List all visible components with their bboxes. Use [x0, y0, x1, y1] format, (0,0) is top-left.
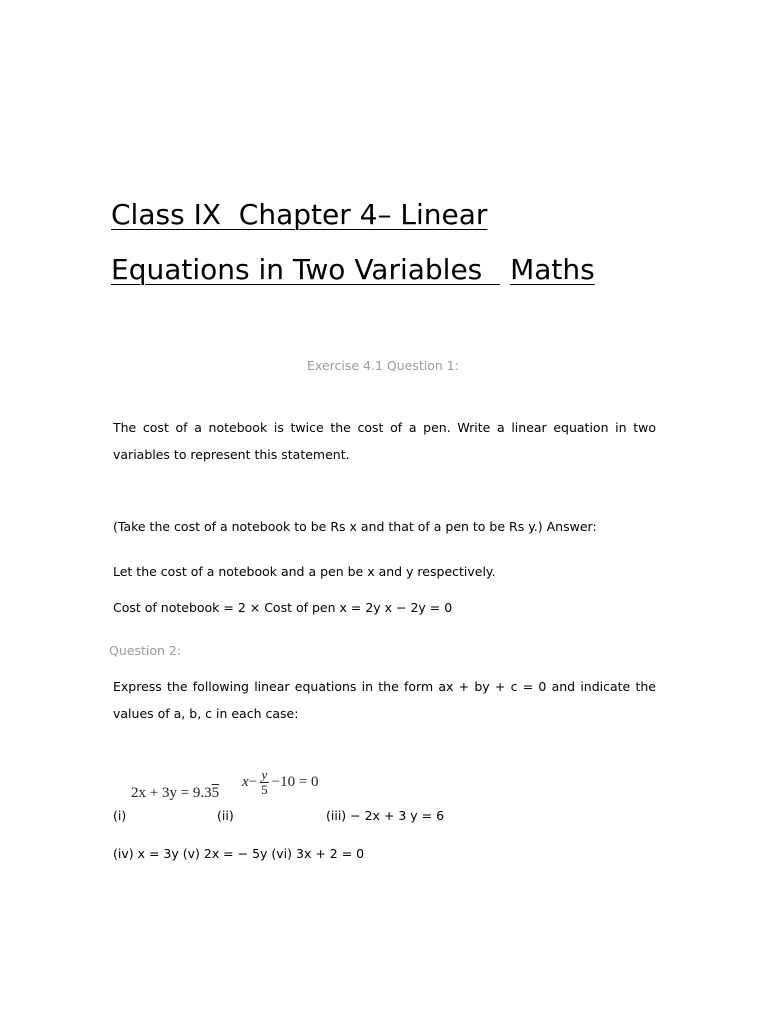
equation-ii-minus: − [248, 773, 258, 790]
equation-ii-x: x [242, 773, 249, 790]
equation-ii-fraction [259, 768, 270, 797]
equation-ii-image [242, 768, 319, 797]
chapter-subject: Maths [510, 253, 595, 286]
equation-ii-rest: −10 = 0 [271, 774, 319, 790]
question-2-heading: Question 2: [109, 643, 182, 658]
chapter-title-line-2 [111, 253, 595, 287]
equation-i-image [131, 785, 219, 802]
question-2-text: Express the following linear equations in the form ax + by + c = 0 and indicate the values of a, b, c in each case: [113, 679, 656, 721]
equation-i-repeating-digit: 5 [211, 785, 220, 801]
items-iv-v-vi: (iv) x = 3y (v) 2x = − 5y (vi) 3x + 2 = 0 [113, 846, 365, 861]
equation-ii-numerator: y [261, 767, 268, 782]
chapter-title-line-1: Class IX Chapter 4– Linear [111, 198, 488, 231]
question-1-text: The cost of a notebook is twice the cost of a pen. Write a linear equation in two variables to represent this statement. [113, 420, 656, 462]
exercise-heading: Exercise 4.1 Question 1: [307, 358, 459, 373]
equation-i-lhs: 2x + 3y = 9.3 [131, 785, 212, 801]
answer-1-line-1: Let the cost of a notebook and a pen be x and y respectively. [113, 564, 496, 579]
item-i-label: (i) [113, 808, 127, 823]
item-iii: (iii) − 2x + 3 y = 6 [326, 808, 445, 823]
equation-ii-denominator: 5 [261, 782, 268, 797]
item-ii-label: (ii) [217, 808, 234, 823]
answer-1-line-2: Cost of notebook = 2 × Cost of pen x = 2y x − 2y = 0 [113, 600, 453, 615]
question-1-hint: (Take the cost of a notebook to be Rs x and that of a pen to be Rs y.) Answer: [113, 519, 597, 534]
chapter-title-topic: Equations in Two Variables [111, 253, 501, 286]
